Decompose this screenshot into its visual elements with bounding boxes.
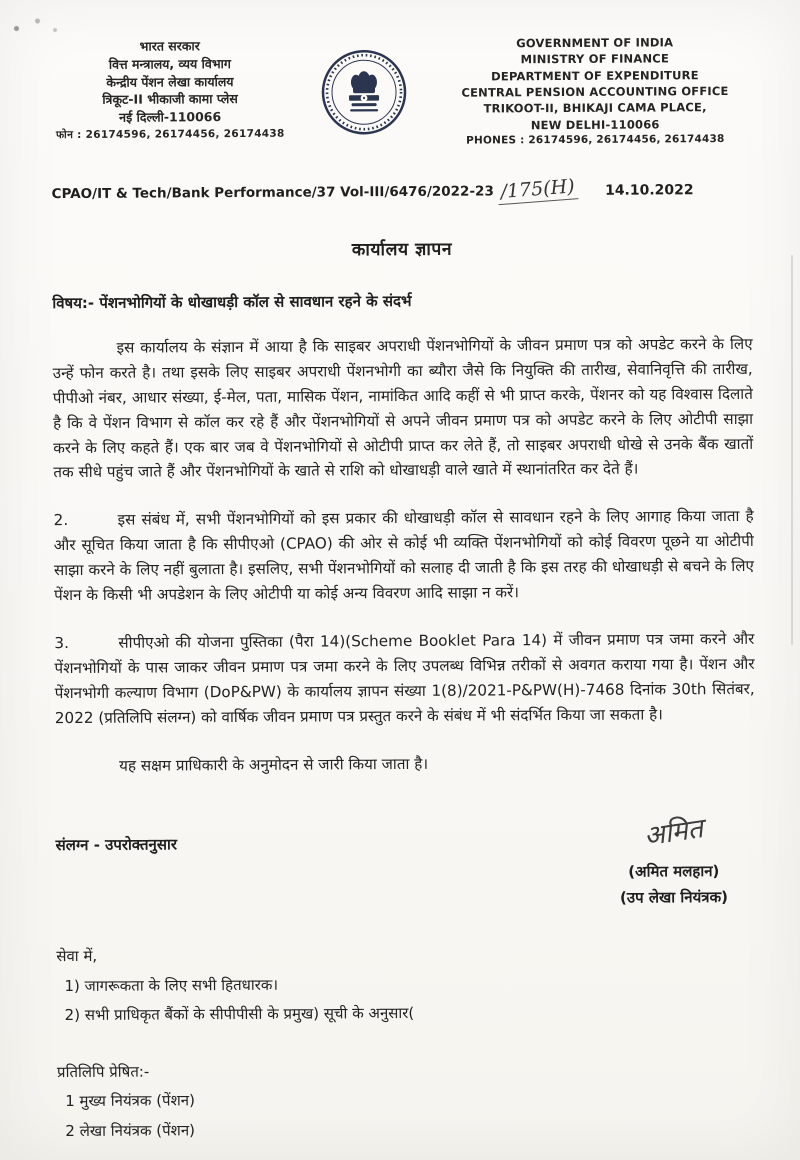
reference-number: CPAO/IT & Tech/Bank Performance/37 Vol-III/6476/2022-23 bbox=[51, 183, 494, 202]
memorandum-title: कार्यालय ज्ञापन bbox=[351, 239, 453, 261]
closing-line: यह सक्षम प्राधिकारी के अनुमोदन से जारी किया जाता है। bbox=[119, 754, 429, 775]
paragraph-text: सीपीएओ की योजना पुस्तिका (पैरा 14)(Scheme Booklet Para 14) में जीवन प्रमाण पत्र जमा करने और पेंशनभोगियों के पास जाकर जीवन प्रमाण पत्र जमा करने के लिए उपलब्ध विभिन्न तरीकों से अवगत कराया गया है। पेंशन और पेंशनभोगी कल्याण विभाग (DoP&PW) के कार्यालय ज्ञापन संख्या 1(8)/2021-P&PW(H)-7468 दिनांक 30th सितंबर, 2022 (प्रतिलिपि संलग्न) को वार्षिक जीवन प्रमाण पत्र प्रस्तुत करने के संबंध में भी संदर्भित किया जा सकता है। bbox=[54, 629, 755, 727]
signature-row bbox=[55, 809, 756, 915]
paragraph-2 bbox=[54, 504, 755, 608]
letterhead-english-address bbox=[439, 34, 752, 149]
hindi-address-line: नई दिल्ली-110066 bbox=[119, 109, 222, 125]
addressee-item: 1) जागरूकता के लिए सभी हितधारक। bbox=[64, 975, 279, 995]
paragraph-text: इस कार्यालय के संज्ञान में आया है कि साइबर अपराधी पेंशनभोगियों के जीवन प्रमाण पत्र को अपडेट करने के लिए उन्हें फोन करते है। तथा इसके लिए साइबर अपराधी पेंशनभोगी का ब्यौरा जैसे कि नियुक्ति की तारीख, सेवानिवृत्ति की तारीख, पीपीओ नंबर, आधार संख्या, ई-मेल, पता, मासिक पेंशन, नामांकित आदि कहीं से भी प्राप्त करके, पेंशनर को यह विश्वास दिलाते है कि वे पेंशन विभाग से कॉल कर रहे हैं और पेंशनभोगियों से अपने जीवन प्रमाण पत्र को अपडेट करने के लिए ओटीपी साझा करने के लिए कहते हैं। एक बार जब वे पेंशनभोगियों से ओटीपी प्राप्त कर लेते हैं, तो साइबर अपराधी धोखे से उनके बैंक खातों तक सीधे पहुंच जाते हैं और पेंशनभोगियों के खाते से राशि को धोखाधड़ी वाले खाते में स्थानांतरित कर देते हैं। bbox=[52, 334, 754, 482]
letterhead bbox=[51, 34, 752, 151]
hindi-address-line: त्रिकूट-II भीकाजी कामा प्लेस bbox=[102, 91, 238, 108]
english-address-line: TRIKOOT-II, BHIKAJI CAMA PLACE, bbox=[483, 100, 707, 116]
signatory-name: (अमित मलहान) bbox=[628, 862, 720, 881]
english-address-line: DEPARTMENT OF EXPENDITURE bbox=[491, 67, 699, 84]
hindi-address-line: भारत सरकार bbox=[139, 38, 200, 54]
ashoka-emblem-icon bbox=[320, 48, 409, 137]
emblem-container bbox=[318, 36, 411, 141]
reference-row bbox=[52, 177, 752, 205]
handwritten-signature: अमित bbox=[642, 812, 706, 853]
english-address-line: CENTRAL PENSION ACCOUNTING OFFICE bbox=[461, 83, 729, 100]
letterhead-hindi-address bbox=[51, 37, 290, 143]
english-address-line: GOVERNMENT OF INDIA bbox=[516, 35, 674, 51]
paragraph-1 bbox=[53, 332, 754, 486]
subject-line: विषय:- पेंशनभोगियों के धोखाधड़ी कॉल से सावधान रहने के संदर्भ bbox=[52, 291, 412, 312]
addressees-block bbox=[56, 938, 757, 1030]
copy-to-heading: प्रतिलिपि प्रेषित:- bbox=[56, 1062, 150, 1082]
addressees-heading: सेवा में, bbox=[56, 947, 98, 966]
paragraph-number: 2. bbox=[53, 511, 69, 530]
letter-date: 14.10.2022 bbox=[604, 182, 694, 199]
copy-to-item: 2 लेखा नियंत्रक (पेंशन) bbox=[65, 1120, 196, 1140]
english-address-line: MINISTRY OF FINANCE bbox=[520, 51, 670, 67]
paragraph-text: इस संबंध में, सभी पेंशनभोगियों को इस प्रकार की धोखाधड़ी कॉल से सावधान रहने के लिए आगाह किया जाता है और सूचित किया जाता है कि सीपीएओ (CPAO) की ओर से कोई भी व्यक्ति पेंशनभोगियों को कोई विवरण पूछने या ओटीपी साझा करने के लिए नहीं बुलाता है। इसलिए, सभी पेंशनभोगियों को सलाह दी जाती है कि इस तरह की धोखाधड़ी से बचने के लिए पेंशन के किसी भी अपडेशन के लिए ओटीपी या कोई अन्य विवरण आदि साझा न करें। bbox=[53, 507, 754, 605]
hindi-address-line: केन्द्रीय पेंशन लेखा कार्यालय bbox=[106, 73, 234, 90]
signature-block bbox=[619, 809, 728, 911]
copy-to-item: 1 मुख्य नियंत्रक (पेंशन) bbox=[65, 1091, 195, 1111]
handwritten-dispatch-number: /175(H) bbox=[497, 175, 579, 205]
enclosure-note: संलग्न - उपरोक्तनुसार bbox=[55, 835, 178, 854]
hindi-phone-line: फोन : 26174596, 26174456, 26174438 bbox=[55, 127, 285, 141]
paragraph-number: 3. bbox=[54, 634, 69, 653]
copy-to-block bbox=[57, 1054, 758, 1146]
english-address-line: NEW DELHI-110066 bbox=[530, 117, 660, 132]
hindi-address-line: वित्त मन्त्रालय, व्यय विभाग bbox=[108, 55, 231, 72]
addressee-item: 2) सभी प्राधिकृत बैंकों के सीपीपीसी के प्रमुख) सूची के अनुसार( bbox=[64, 1003, 415, 1025]
english-phone-line: PHONES : 26174596, 26174456, 26174438 bbox=[466, 132, 725, 147]
signatory-designation: (उप लेखा नियंत्रक) bbox=[619, 888, 728, 907]
paragraph-3 bbox=[54, 627, 755, 731]
